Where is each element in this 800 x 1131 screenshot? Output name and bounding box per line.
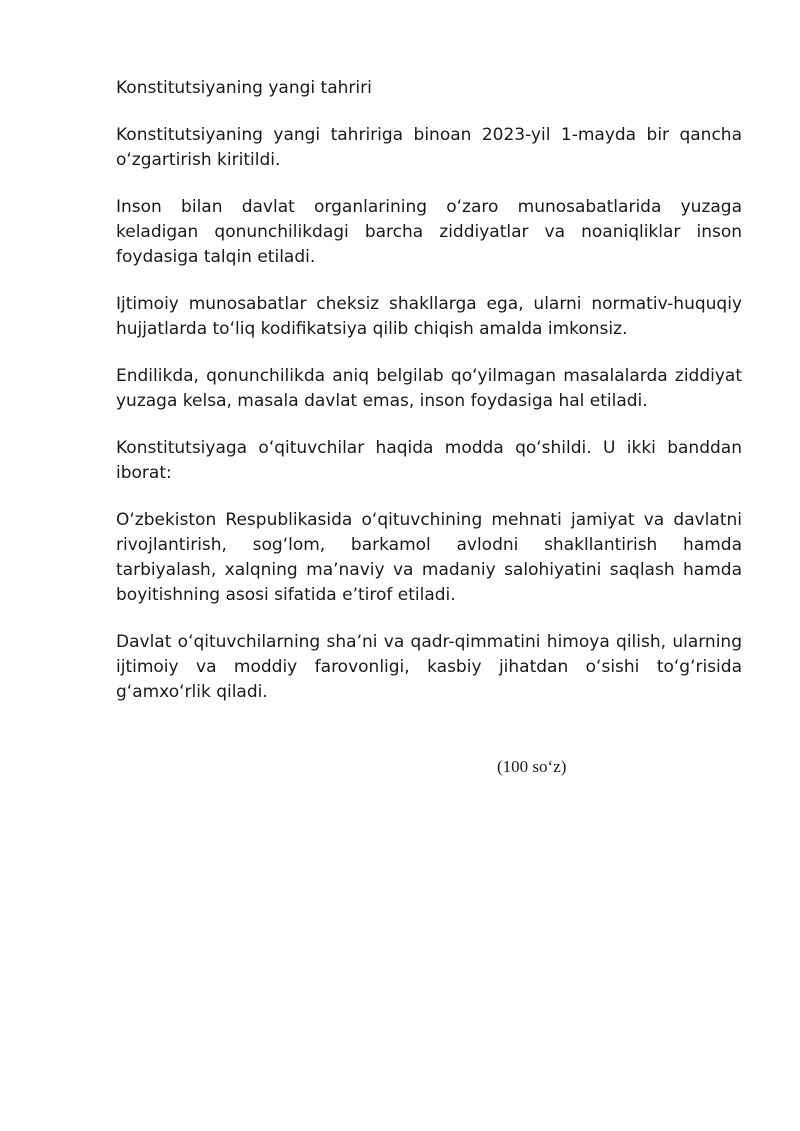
paragraph-5: Konstitutsiyaga oʻqituvchilar haqida modda qoʻshildi. U ikki banddan iborat: [116, 438, 742, 483]
paragraph-7: Davlat oʻqituvchilarning shaʼni va qadr-qimmatini himoya qilish, ularning ijtimoiy va moddiy farovonligi, kasbiy jihatdan oʻsishi toʻgʻrisida gʻamxoʻrlik qiladi. [116, 632, 742, 702]
paragraph-6: Oʻzbekiston Respublikasida oʻqituvchining mehnati jamiyat va davlatni rivojlantirish, sogʻlom, barkamol avlodni shakllantirish hamda tarbiyalash, xalqning maʼnaviy va madaniy salohiyatini saqlash hamda boyitishning asosi sifatida eʼtirof etiladi. [116, 510, 742, 605]
paragraph-4: Endilikda, qonunchilikda aniq belgilab qoʻyilmagan masalalarda ziddiyat yuzaga kelsa, masala davlat emas, inson foydasiga hal etiladi. [116, 366, 742, 411]
document-body [116, 76, 742, 727]
paragraph-1: Konstitutsiyaning yangi tahririga binoan 2023-yil 1-mayda bir qancha oʻzgartirish kiritildi. [116, 125, 742, 170]
document-title: Konstitutsiyaning yangi tahriri [116, 78, 372, 98]
paragraph-2: Inson bilan davlat organlarining oʻzaro munosabatlarida yuzaga keladigan qonunchilikdagi barcha ziddiyatlar va noaniqliklar inson foydasiga talqin etiladi. [116, 197, 742, 267]
word-count-note: (100 soʻz) [497, 757, 567, 776]
paragraph-3: Ijtimoiy munosabatlar cheksiz shakllarga ega, ularni normativ-huquqiy hujjatlarda toʻliq kodifikatsiya qilib chiqish amalda imkonsiz. [116, 294, 742, 339]
